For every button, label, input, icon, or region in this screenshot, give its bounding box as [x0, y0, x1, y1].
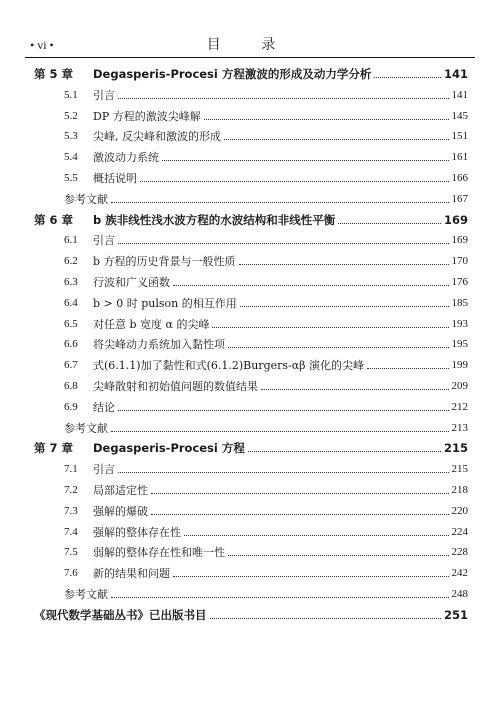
toc-dot-leader: [248, 451, 441, 452]
toc-chapter-row[interactable]: [0, 212, 500, 229]
toc-entry-number: 5.3: [64, 130, 78, 143]
toc-section-row[interactable]: [0, 399, 500, 416]
toc-entry-title: 强解的整体存在性: [93, 525, 181, 539]
toc-entry-number: 6.2: [64, 255, 78, 268]
toc-chapter-row[interactable]: [0, 66, 500, 83]
toc-entry-title: 尖峰散射和初始值问题的数值结果: [93, 380, 258, 393]
toc-section-row[interactable]: [0, 87, 500, 104]
toc-entry-title: DP 方程的激波尖峰解: [93, 109, 201, 123]
toc-dot-leader: [111, 431, 449, 432]
toc-dot-leader: [118, 98, 449, 99]
toc-section-row[interactable]: [0, 378, 500, 395]
toc-page-number: 167: [451, 192, 468, 205]
toc-dot-leader: [212, 327, 448, 328]
toc-entry-title: 概括说明: [93, 172, 137, 185]
toc-entry-title: Degasperis-Procesi 方程激波的形成及动力学分析: [93, 67, 372, 81]
toc-entry-title: 对任意 b 宽度 α 的尖峰: [93, 317, 210, 331]
toc-entry-title: 参考文献: [64, 192, 108, 206]
toc-references-row[interactable]: [0, 191, 500, 208]
toc-entry-number: 6.8: [64, 380, 78, 392]
toc-entry-title: b 方程的历史背景与一般性质: [93, 255, 236, 269]
toc-page-number: 145: [451, 109, 468, 122]
toc-entry-title: 弱解的整体存在性和唯一性: [93, 546, 225, 560]
toc-entry-title: 结论: [93, 400, 115, 414]
toc-section-row[interactable]: [0, 524, 500, 541]
toc-references-row[interactable]: [0, 586, 500, 603]
toc-dot-leader: [118, 472, 449, 473]
toc-dot-leader: [162, 160, 449, 161]
toc-page-number: 209: [451, 380, 468, 392]
toc-entry-number: 7.6: [64, 567, 78, 580]
toc-entry-number: 6.9: [64, 400, 78, 413]
toc-booklist-row[interactable]: [0, 607, 500, 624]
toc-page-number: 193: [451, 317, 468, 330]
toc-entry-number: 第 5 章: [34, 67, 74, 81]
toc-dot-leader: [374, 77, 441, 78]
toc-page-number: 224: [451, 525, 468, 538]
toc-dot-leader: [239, 264, 449, 265]
toc-dot-leader: [118, 243, 449, 244]
toc-page-number: 251: [443, 607, 468, 622]
toc-page-number: 141: [443, 67, 468, 81]
toc-dot-leader: [184, 535, 449, 536]
toc-section-row[interactable]: [0, 274, 500, 291]
toc-page-number: 199: [451, 359, 468, 372]
toc-entry-number: 5.2: [64, 109, 78, 122]
toc-section-row[interactable]: [0, 295, 500, 312]
toc-references-row[interactable]: [0, 420, 500, 437]
toc-section-row[interactable]: [0, 316, 500, 333]
toc-dot-leader: [111, 597, 449, 598]
toc-page-number: 141: [451, 88, 468, 101]
toc-section-row[interactable]: [0, 149, 500, 166]
toc-page-number: 166: [451, 172, 468, 184]
toc-dot-leader: [228, 555, 449, 556]
toc-dot-leader: [140, 181, 449, 182]
toc-page-number: 151: [451, 130, 468, 143]
toc-entry-title: Degasperis-Procesi 方程: [93, 441, 245, 456]
toc-dot-leader: [338, 223, 441, 224]
toc-entry-title: 参考文献: [64, 421, 108, 435]
toc-entry-number: 6.7: [64, 359, 78, 372]
toc-entry-number: 第 7 章: [34, 441, 74, 456]
toc-dot-leader: [261, 389, 449, 390]
header-rule: [25, 57, 475, 58]
toc-entry-number: 5.4: [64, 151, 78, 164]
toc-entry-title: 激波动力系统: [93, 151, 159, 165]
toc-entry-title: 式(6.1.1)加了黏性和式(6.1.2)Burgers-αβ 演化的尖峰: [93, 359, 365, 373]
toc-section-row[interactable]: [0, 565, 500, 582]
toc-page-number: 195: [451, 338, 468, 351]
toc-entry-number: 6.3: [64, 276, 78, 288]
toc-page-number: 220: [451, 504, 468, 517]
toc-entry-title: 局部适定性: [93, 484, 148, 497]
toc-entry-title: 新的结果和问题: [93, 567, 170, 581]
toc-section-row[interactable]: [0, 336, 500, 353]
toc-section-row[interactable]: [0, 357, 500, 374]
toc-entry-title: 将尖峰动力系统加入黏性项: [93, 338, 225, 352]
toc-entry-title: 参考文献: [64, 588, 108, 601]
toc-page-number: 213: [451, 421, 468, 434]
toc-page-number: 185: [451, 296, 468, 309]
toc-section-row[interactable]: [0, 503, 500, 520]
toc-dot-leader: [118, 410, 449, 411]
toc-entry-number: 7.2: [64, 484, 78, 496]
toc-page-number: 228: [451, 546, 468, 559]
toc-dot-leader: [173, 576, 449, 577]
toc-page-number: 215: [451, 463, 468, 476]
toc-dot-leader: [151, 493, 449, 494]
toc-entry-number: 5.5: [64, 172, 78, 184]
toc-page-number: 161: [451, 151, 468, 164]
toc-entry-title: b 族非线性浅水波方程的水波结构和非线性平衡: [93, 212, 336, 227]
toc-entry-number: 第 6 章: [34, 212, 74, 227]
toc-dot-leader: [224, 139, 449, 140]
toc-section-row[interactable]: [0, 170, 500, 187]
toc-entry-title: 尖峰, 反尖峰和激波的形成: [93, 130, 221, 144]
toc-entry-title: 引言: [93, 234, 115, 248]
toc-entry-number: 7.1: [64, 463, 78, 476]
toc-section-row[interactable]: [0, 461, 500, 478]
toc-dot-leader: [204, 119, 449, 120]
toc-dot-leader: [240, 306, 449, 307]
toc-page-number: 248: [451, 588, 468, 600]
toc-dot-leader: [111, 202, 449, 203]
toc-dot-leader: [228, 347, 449, 348]
running-head: • vi •: [30, 38, 54, 52]
toc-entry-title: 行波和广义函数: [93, 276, 170, 289]
toc-section-row[interactable]: [0, 253, 500, 270]
toc-entry-number: 6.6: [64, 338, 78, 351]
toc-section-row[interactable]: [0, 544, 500, 561]
toc-entry-number: 7.5: [64, 546, 78, 559]
toc-dot-leader: [367, 368, 448, 369]
toc-section-row[interactable]: [0, 108, 500, 125]
toc-section-row[interactable]: [0, 232, 500, 249]
toc-entry-title: b > 0 时 pulson 的相互作用: [93, 296, 237, 310]
toc-entry-title: 引言: [93, 88, 115, 102]
toc-page-number: 218: [451, 484, 468, 496]
toc-page-number: 212: [451, 400, 468, 413]
toc-section-row[interactable]: [0, 128, 500, 145]
toc-entry-title: 强解的爆破: [93, 504, 148, 518]
toc-entry-number: 6.1: [64, 234, 78, 247]
toc-page-number: 215: [443, 441, 468, 456]
toc-page-number: 169: [443, 212, 468, 227]
toc-dot-leader: [173, 285, 449, 286]
toc-page-number: 176: [451, 276, 468, 288]
toc-dot-leader: [151, 514, 449, 515]
toc-entry-number: 7.3: [64, 504, 78, 517]
toc-entry-number: 7.4: [64, 525, 78, 538]
page-title: 目 录: [206, 37, 294, 53]
toc-section-row[interactable]: [0, 482, 500, 499]
toc-entry-number: 6.4: [64, 296, 78, 309]
toc-entry-title: 《现代数学基础丛书》已出版书目: [34, 607, 207, 622]
toc-page-number: 169: [451, 234, 468, 247]
toc-page-number: 170: [451, 255, 468, 268]
toc-page-number: 242: [451, 567, 468, 580]
toc-entry-number: 5.1: [64, 88, 78, 101]
toc-chapter-row[interactable]: [0, 440, 500, 457]
toc-entry-number: 6.5: [64, 317, 78, 330]
toc-entry-title: 引言: [93, 463, 115, 477]
toc-dot-leader: [210, 618, 441, 619]
